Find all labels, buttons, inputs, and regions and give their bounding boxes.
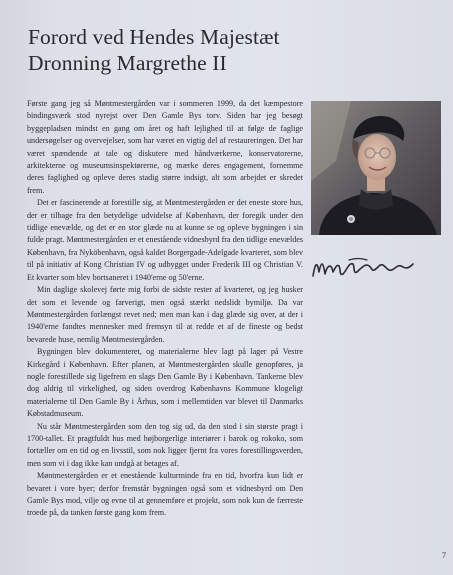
body-text <box>27 98 303 520</box>
paragraph: Min daglige skolevej førte mig forbi de sidste rester af kvarteret, og jeg husker det som et levende og farverigt, men også stærkt nedslidt bymiljø. Da var Møntmestergården forlængst revet ned; men man kan i dag glæde sig over, at der i 1940'erne fandtes mennesker med fremsyn til at redde et af de fineste og bedst bevarede huse, nemlig Møntmestergården. <box>27 285 303 344</box>
portrait-photo-icon <box>311 101 441 235</box>
signature <box>309 250 419 284</box>
paragraph: Det er fascinerende at forestille sig, at Møntmestergården er det eneste store hus, der er tilbage fra den betydelige udvidelse af København, der foregik under den tidlige enevælde, og det er en stor glæde nu at kunne se og opleve bygningen i sin fulde pragt. Møntmestergården er et enestående vidnesbyrd fra den tidlige enevældes København, fra Nyköbenhavn, også kaldet Borgergade-Adelgade kvarteret, som blev til på initiativ af Kong Christian IV og udbygget under Frederik III og Christian V. Et kvarter som blev bortsaneret i 1940'erne og 50'erne. <box>27 198 303 282</box>
page-number: 7 <box>442 551 446 560</box>
title-line-1: Forord ved Hendes Majestæt <box>28 25 280 49</box>
portrait-photo <box>311 101 441 235</box>
title-line-2: Dronning Margrethe II <box>28 51 227 75</box>
paragraph: Møntmestergården er et enestående kulturminde fra en tid, hvorfra kun lidt er bevaret i vore byer; derfor fremstår bygningen også som et vidnesbyrd om Den Gamle Bys mod, vilje og evne til at gennemføre et projekt, som nok kun de færreste troede på, da tanken første gang kom frem. <box>27 471 303 518</box>
paragraph: Første gang jeg så Møntmestergården var i sommeren 1999, da det kæmpestore bindingsværk stod nyrejst over Den Gamle Bys torv. Siden har jeg besøgt byggepladsen mindst en gang om året og haft lejlighed til at følge de faglige undersøgelser og overvejelser, som har været en vigtig del af restaureringen. Det har været spændende at tale og diskutere med håndværkerne, konservatorerne, arkitekterne og museumsinspektørerne, og mærke deres engagement, fornemme deres faglighed og opleve deres stadig større indsigt, alt som arbejdet er skredet frem. <box>27 99 303 195</box>
handwritten-signature-icon <box>309 250 419 284</box>
paragraph: Bygningen blev dokumenteret, og materialerne blev lagt på lager på Vestre Kirkegård i København. Efter planen, at Møntmestergården skulle genopføres, ja nogle forestillede sig ligefrem en slags Den Gamle By i København. Tankerne blev dog aldrig til virkelighed, og siden overdrog Københavns Kommune klogeligt materialerne til Den Gamle By i Århus, som i mellemtiden var blevet til Danmarks Købstadmuseum. <box>27 347 303 419</box>
page-title <box>28 24 280 76</box>
paragraph: Nu står Møntmestergården som den tog sig ud, da den stod i sin største pragt i 1700-tallet. Et pragtfuldt hus med højborgerlige interiører i barok og rokoko, som fortæller om en tid og en livsstil, som nok ligger fjernt fra vores forestillingsverden, men som vi i dag ikke kan undgå at betages af. <box>27 421 303 468</box>
